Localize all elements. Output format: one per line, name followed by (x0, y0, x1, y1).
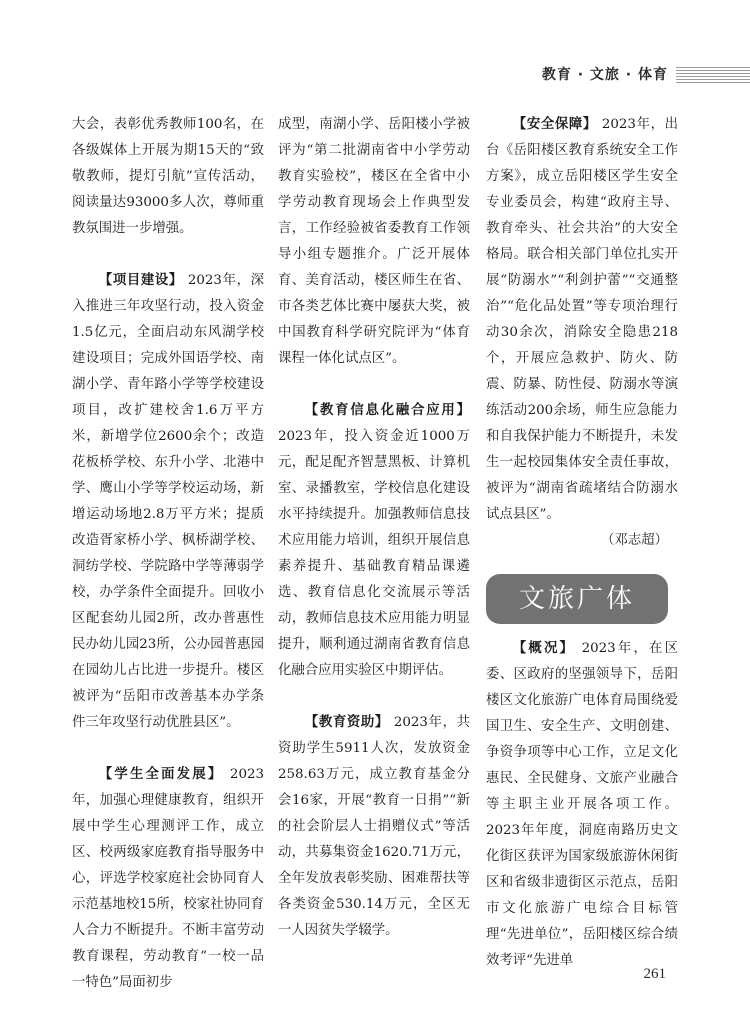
paragraph-text: 2023年，加强心理健康教育，组织开展中学生心理测评工作，成立区、校两级家庭教育指导服务中心，评选学校家庭社会协同育人示范基地校15所，校家社协同育人合力不断提升。不断丰富劳动教育课程，劳动教育“一校一品一特色”局面初步 (72, 767, 264, 990)
paragraph-continued: 大会，表彰优秀教师100名，在各级媒体上开展为期15天的“致敬教师，提灯引航”宣传活动，阅读量达93000多人次，尊师重教氛围进一步增强。 (72, 117, 264, 236)
paragraph-continued: 成型，南湖小学、岳阳楼小学被评为“第二批湖南省中小学劳动教育实验校”，楼区在全省中小学劳动教育现场会上作典型发言，工作经验被省委教育工作领导小组专题推介。广泛开展体育、美育活动，楼区师生在省、市各类艺体比赛中屡获大奖，被中国教育科学研究院评为“体育课程一体化试点区”。 (278, 117, 470, 366)
running-header-title: 教育 · 文旅 · 体育 (541, 67, 668, 83)
paragraph-education-aid (278, 710, 470, 944)
section-heading: 【项目建设】 (98, 273, 183, 288)
paragraph-text: 2023年，深入推进三年攻坚行动，投入资金1.5亿元，全面启动东风湖学校建设项目；完成外国语学校、南湖小学、青年路小学等学校建设项目，改扩建校舍1.6万平方米，新增学位2600余个；改造花板桥学校、东升小学、北港中学、鹰山小学等学校运动场，新增运动场地2.8万平方米；提质改造胥家桥小学、枫桥湖学校、洞纺学校、学院路中学等薄弱学校，办学条件全面提升。回收小区配套幼儿园2所，改办普惠性民办幼儿园23所，公办园普惠园在园幼儿占比进一步提升。楼区被评为“岳阳市改善基本办学条件三年攻坚行动优胜县区”。 (72, 273, 265, 730)
page-number: 261 (643, 966, 666, 982)
section-heading: 【教育信息化融合应用】 (304, 403, 470, 418)
text-column-2 (278, 112, 470, 944)
paragraph-safety (486, 112, 678, 528)
header-decorative-lines (676, 67, 750, 83)
paragraph-text: 2023年，出台《岳阳楼区教育系统安全工作方案》，成立岳阳楼区学生安全专业委员会，构建“政府主导、教育牵头、社会共治”的大安全格局。联合相关部门单位扎实开展“防溺水”“利剑护蕾”“交通整治”“危化品处置”等专项治理行动30余次，消除安全隐患218个，开展应急救护、防火、防震、防暴、防性侵、防溺水等演练活动200余场，师生应急能力和自我保护能力不断提升，未发生一起校园集体安全责任事故，被评为“湖南省疏堵结合防溺水试点县区”。 (486, 117, 679, 522)
page-header (0, 56, 750, 84)
paragraph-project-construction (72, 268, 264, 736)
paragraph-overview (486, 636, 678, 974)
paragraph-text: 2023年，在区委、区政府的坚强领导下，岳阳楼区文化旅游广电体育局围绕爱国卫生、安全生产、文明创建、争资争项等中心工作，立足文化惠民、全民健身、文旅产业融合等主职主业开展各项工作。2023年年度，洞庭南路历史文化街区获评为国家级旅游休闲街区和省级非遗街区示范点，岳阳市文化旅游广电综合目标管理“先进单位”，岳阳楼区综合绩效考评“先进单 (486, 641, 679, 968)
author-credit: （邓志超） (601, 533, 668, 548)
section-heading: 【学生全面发展】 (98, 767, 224, 782)
section-title-banner: 文旅广体 (486, 574, 668, 624)
section-heading: 【安全保障】 (512, 117, 597, 132)
text-column-1 (72, 112, 264, 996)
paragraph-text: 2023年，共资助学生5911人次，发放资金258.63万元，成立教育基金分会16家，开展“教育一日捐”“新的社会阶层人士捐赠仪式”等活动，共募集资金1620.71万元，全年发放表彰奖励、困难帮扶等各类资金530.14万元，全区无一人因贫失学辍学。 (278, 715, 471, 938)
paragraph-student-development (72, 762, 264, 996)
paragraph-education-informatization (278, 398, 470, 684)
paragraph-text: 2023年，投入资金近1000万元，配足配齐智慧黑板、计算机室、录播教室，学校信息化建设水平持续提升。加强教师信息技术应用能力培训，组织开展信息素养提升、基础教育精品课遴选、教育信息化交流展示等活动，教师信息技术应用能力明显提升，顺利通过湖南省教育信息化融合应用实验区中期评估。 (278, 429, 470, 678)
text-column-3 (486, 112, 678, 974)
section-heading: 【概况】 (512, 641, 576, 656)
section-heading: 【教育资助】 (304, 715, 389, 730)
